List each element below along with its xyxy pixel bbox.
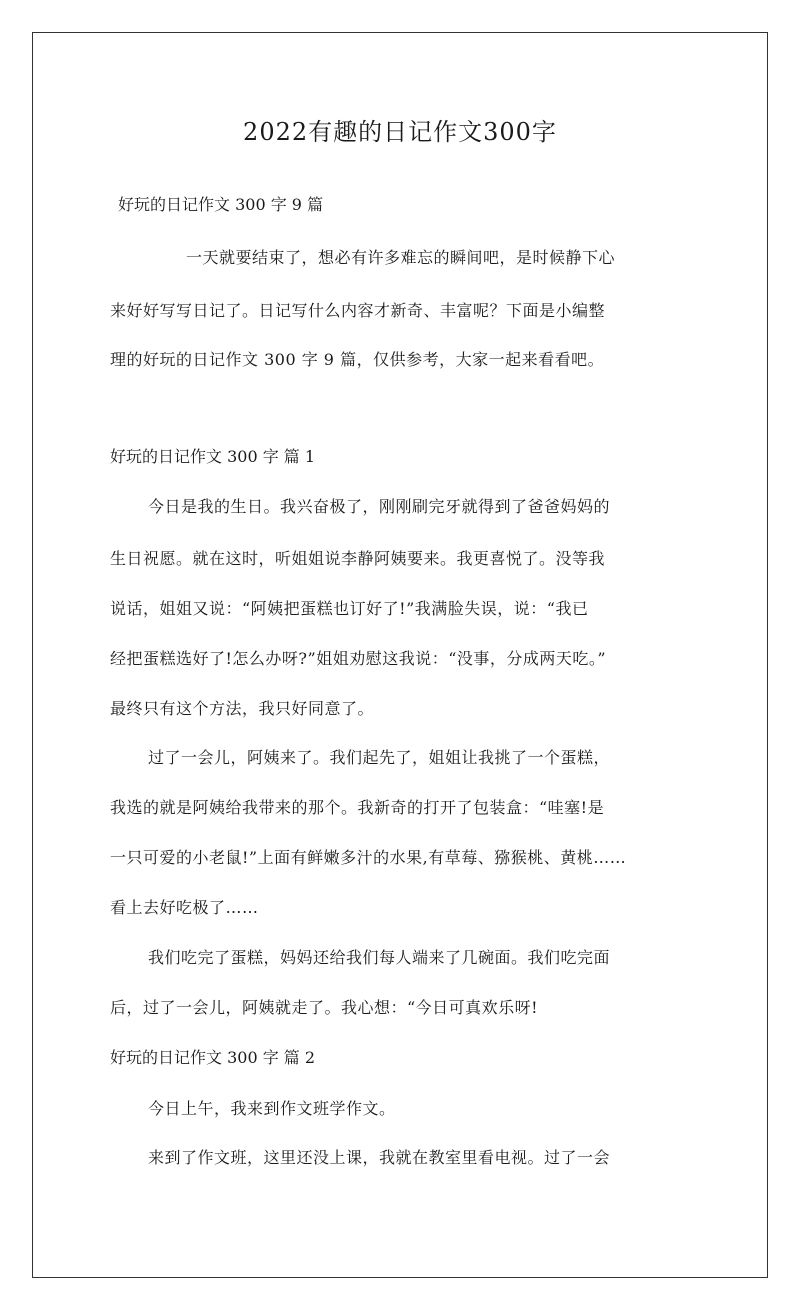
intro-line: 来好好写写日记了。日记写什么内容才新奇、丰富呢？下面是小编整 xyxy=(110,301,606,320)
body-line: 生日祝愿。就在这时，听姐姐说李静阿姨要来。我更喜悦了。没等我 xyxy=(110,549,606,568)
intro-line: 一天就要结束了，想必有许多难忘的瞬间吧，是时候静下心 xyxy=(186,248,616,267)
section-heading: 好玩的日记作文 300 字 篇 2 xyxy=(110,1048,316,1067)
body-line: 说话，姐姐又说：“阿姨把蛋糕也订好了!”我满脸失误，说：“我已 xyxy=(110,599,589,618)
body-line: 一只可爱的小老鼠!”上面有鲜嫩多汁的水果,有草莓、猕猴桃、黄桃…… xyxy=(110,848,627,867)
body-line: 我们吃完了蛋糕，妈妈还给我们每人端来了几碗面。我们吃完面 xyxy=(148,948,611,967)
body-line: 看上去好吃极了…… xyxy=(110,898,259,917)
document-title: 2022有趣的日记作文300字 xyxy=(243,118,557,146)
body-line: 今日上午，我来到作文班学作文。 xyxy=(148,1099,396,1118)
body-line: 过了一会儿，阿姨来了。我们起先了，姐姐让我挑了一个蛋糕， xyxy=(148,748,611,767)
section-heading: 好玩的日记作文 300 字 篇 1 xyxy=(110,447,316,466)
body-line: 今日是我的生日。我兴奋极了，刚刚刷完牙就得到了爸爸妈妈的 xyxy=(148,497,611,516)
body-line: 后，过了一会儿，阿姨就走了。我心想：“今日可真欢乐呀! xyxy=(110,998,539,1017)
body-line: 来到了作文班，这里还没上课，我就在教室里看电视。过了一会 xyxy=(148,1148,611,1167)
body-line: 最终只有这个方法，我只好同意了。 xyxy=(110,699,375,718)
intro-line: 理的好玩的日记作文 300 字 9 篇，仅供参考，大家一起来看看吧。 xyxy=(110,350,605,369)
document-subtitle: 好玩的日记作文 300 字 9 篇 xyxy=(118,195,324,214)
body-line: 经把蛋糕选好了!怎么办呀?”姐姐劝慰这我说：“没事，分成两天吃。” xyxy=(110,649,607,668)
body-line: 我选的就是阿姨给我带来的那个。我新奇的打开了包装盒：“哇塞!是 xyxy=(110,798,605,817)
